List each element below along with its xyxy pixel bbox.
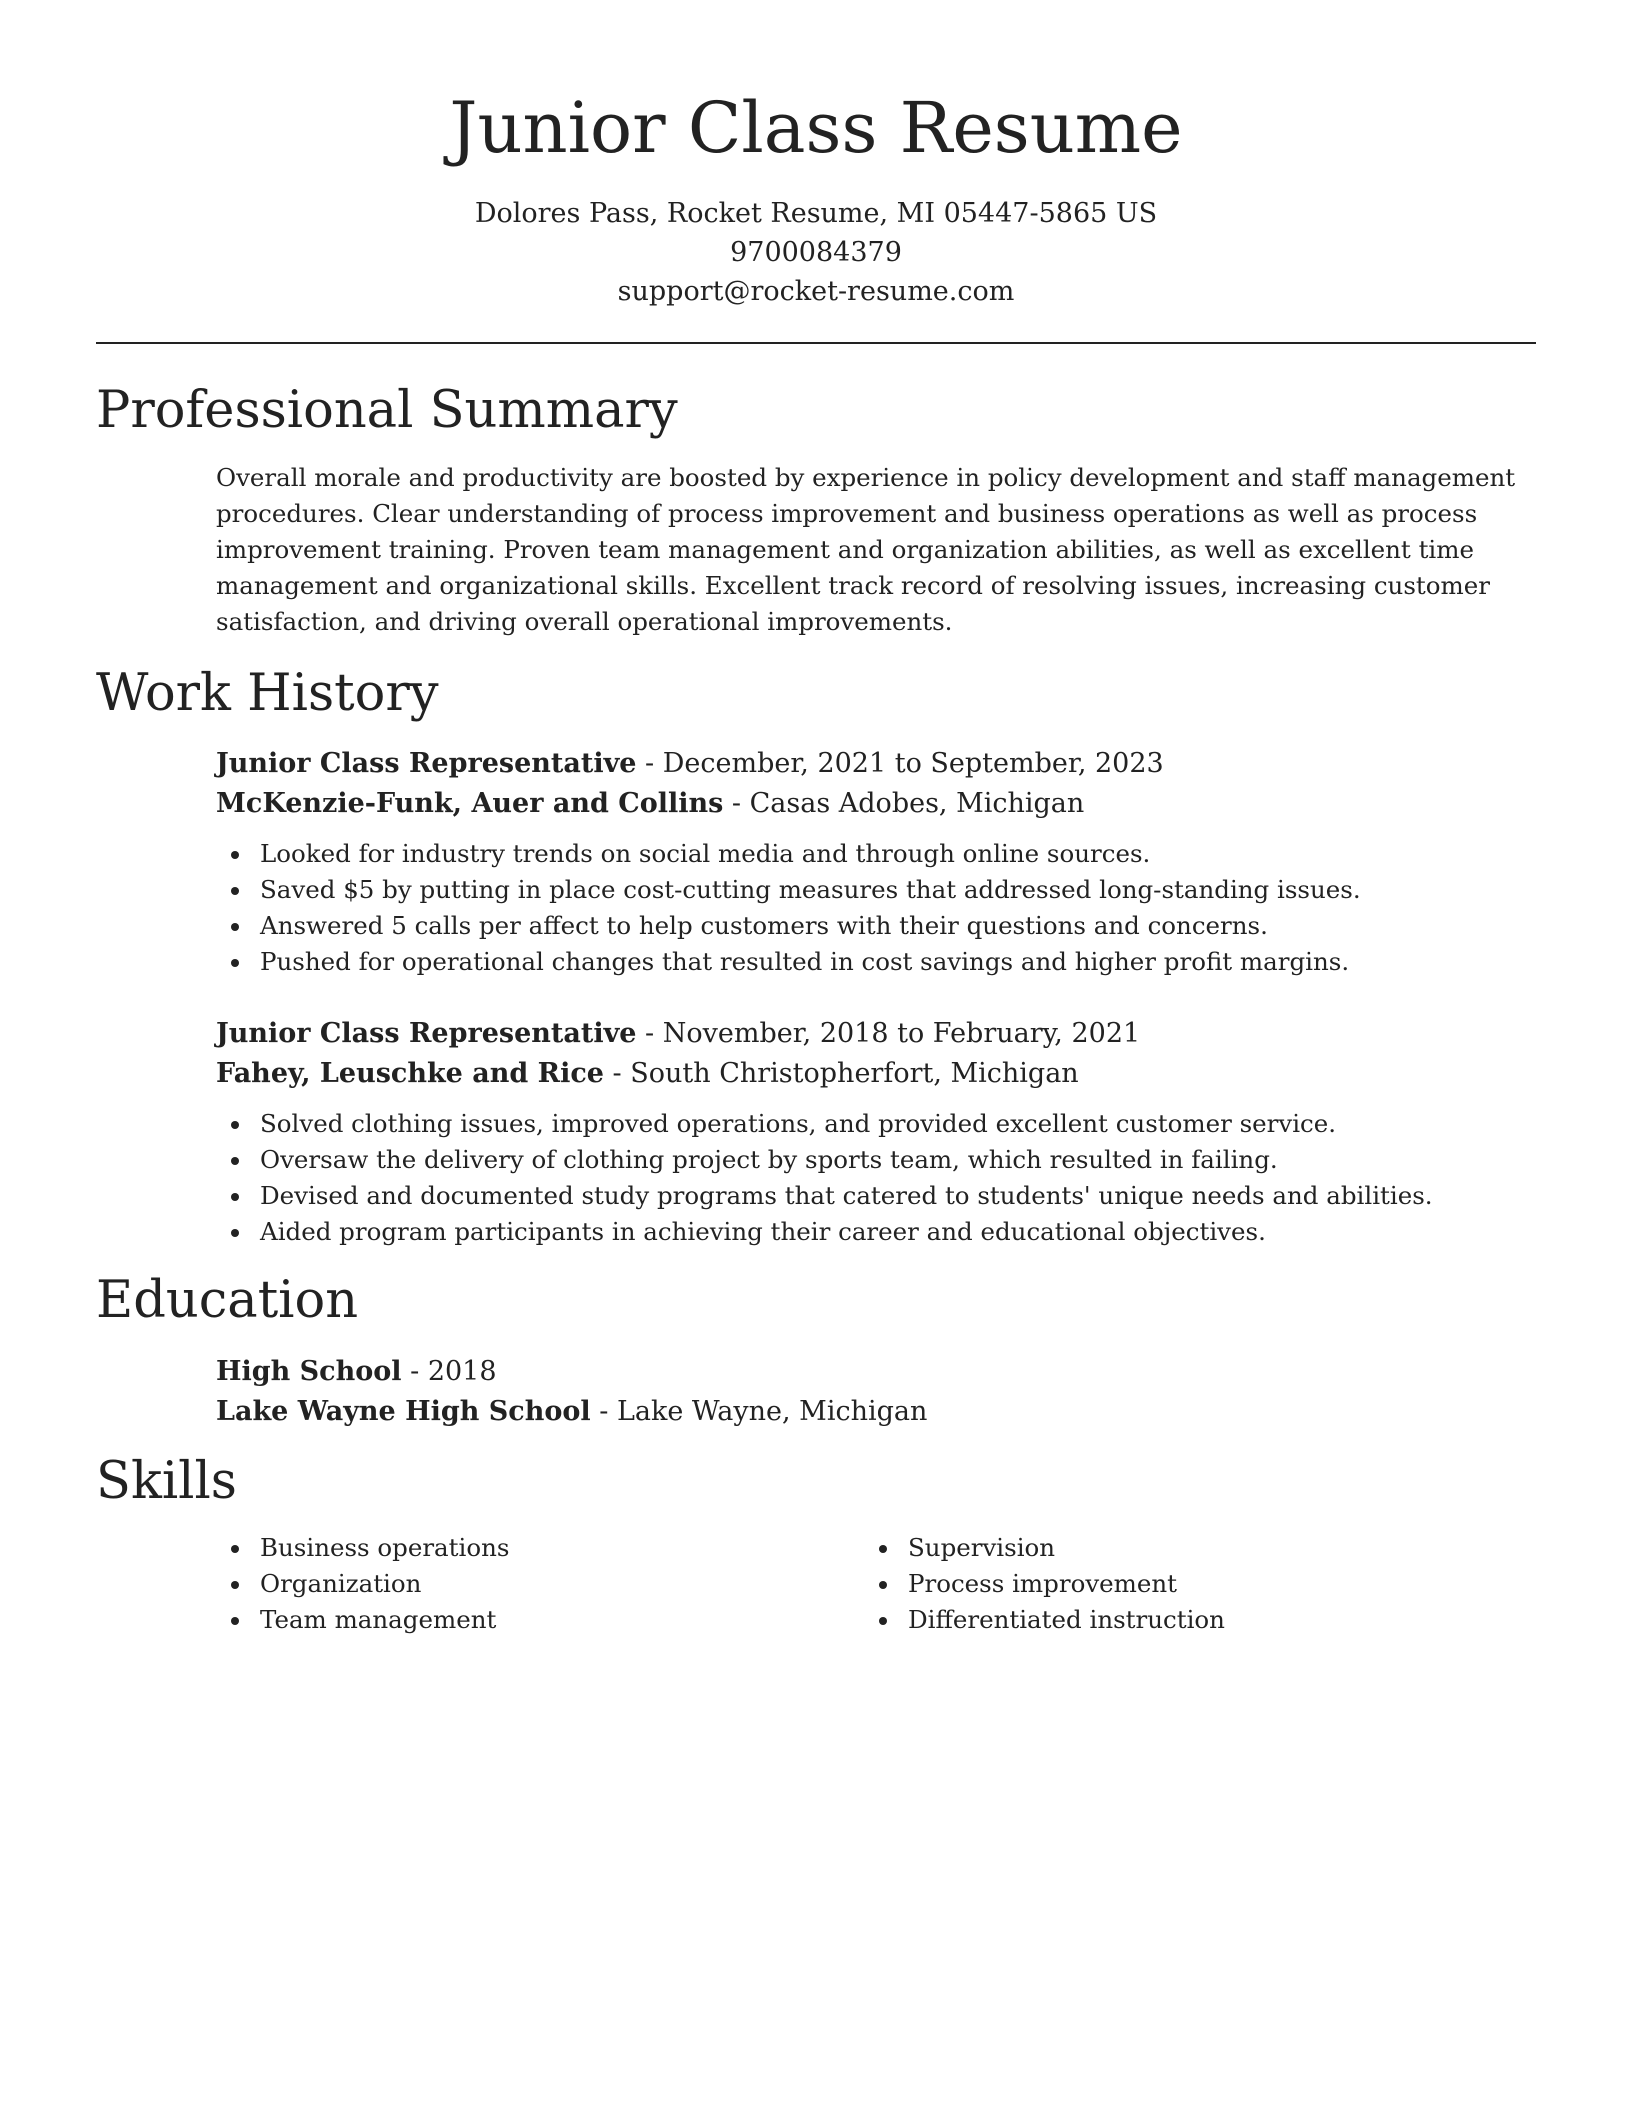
address-text: Dolores Pass, Rocket Resume, MI 05447-5865 US	[474, 198, 1158, 229]
resume-header	[0, 78, 1632, 311]
skill-item: Supervision	[864, 1530, 1225, 1566]
skills-heading: Skills	[96, 1452, 237, 1511]
education-degree-line	[216, 1352, 1516, 1392]
header-divider	[96, 342, 1536, 344]
skills-column-left	[216, 1530, 509, 1638]
education-school-line	[216, 1392, 1516, 1432]
skill-item: Differentiated instruction	[864, 1602, 1225, 1638]
job-bullet: Oversaw the delivery of clothing project by sports team, which resulted in failing.	[216, 1142, 1516, 1178]
contact-info	[0, 194, 1632, 311]
skill-item: Organization	[216, 1566, 509, 1602]
job-position: Junior Class Representative	[216, 748, 637, 779]
skills-column-right	[864, 1530, 1225, 1638]
skills-list	[216, 1530, 1516, 1650]
job-entry	[216, 1014, 1516, 1250]
work-history-heading: Work History	[96, 664, 439, 723]
job-bullet: Aided program participants in achieving their career and educational objectives.	[216, 1214, 1516, 1250]
summary-text: Overall morale and productivity are boosted by experience in policy development and staff management procedures. Clear understanding of process improvement and business operations as well as process improvement training. Proven team management and organization abilities, as well as excellent time management and organizational skills. Excellent track record of resolving issues, increasing customer satisfaction, and driving overall operational improvements.	[216, 463, 1516, 636]
job-bullets	[216, 1106, 1516, 1250]
summary-heading: Professional Summary	[96, 381, 678, 440]
job-location: - Casas Adobes, Michigan	[723, 788, 1085, 819]
job-company: Fahey, Leuschke and Rice	[216, 1058, 604, 1089]
job-title-line	[216, 1014, 1516, 1054]
skill-item: Business operations	[216, 1530, 509, 1566]
job-bullets	[216, 836, 1516, 980]
job-company-line	[216, 784, 1516, 824]
job-bullet: Pushed for operational changes that resulted in cost savings and higher profit margins.	[216, 944, 1516, 980]
job-bullet: Saved $5 by putting in place cost-cutting measures that addressed long-standing issues.	[216, 872, 1516, 908]
job-company: McKenzie-Funk, Auer and Collins	[216, 788, 724, 819]
job-entry	[216, 744, 1516, 980]
job-position: Junior Class Representative	[216, 1018, 637, 1049]
job-bullet: Looked for industry trends on social media and through online sources.	[216, 836, 1516, 872]
job-bullet: Devised and documented study programs that catered to students' unique needs and abilities.	[216, 1178, 1516, 1214]
phone-text: 9700084379	[730, 237, 902, 268]
education-location: - Lake Wayne, Michigan	[590, 1396, 928, 1427]
education-year: - 2018	[401, 1356, 497, 1387]
education-entry	[216, 1352, 1516, 1432]
education-school: Lake Wayne High School	[216, 1396, 591, 1427]
job-dates: - November, 2018 to February, 2021	[636, 1018, 1141, 1049]
job-bullet: Solved clothing issues, improved operations, and provided excellent customer service.	[216, 1106, 1516, 1142]
job-title-line	[216, 744, 1516, 784]
job-location: - South Christopherfort, Michigan	[603, 1058, 1079, 1089]
job-bullet: Answered 5 calls per affect to help customers with their questions and concerns.	[216, 908, 1516, 944]
email-text: support@rocket-resume.com	[617, 276, 1015, 307]
skill-item: Process improvement	[864, 1566, 1225, 1602]
job-company-line	[216, 1054, 1516, 1094]
job-dates: - December, 2021 to September, 2023	[636, 748, 1164, 779]
education-degree: High School	[216, 1356, 402, 1387]
skill-item: Team management	[216, 1602, 509, 1638]
resume-title: Junior Class Resume	[449, 87, 1183, 169]
education-heading: Education	[96, 1271, 359, 1330]
